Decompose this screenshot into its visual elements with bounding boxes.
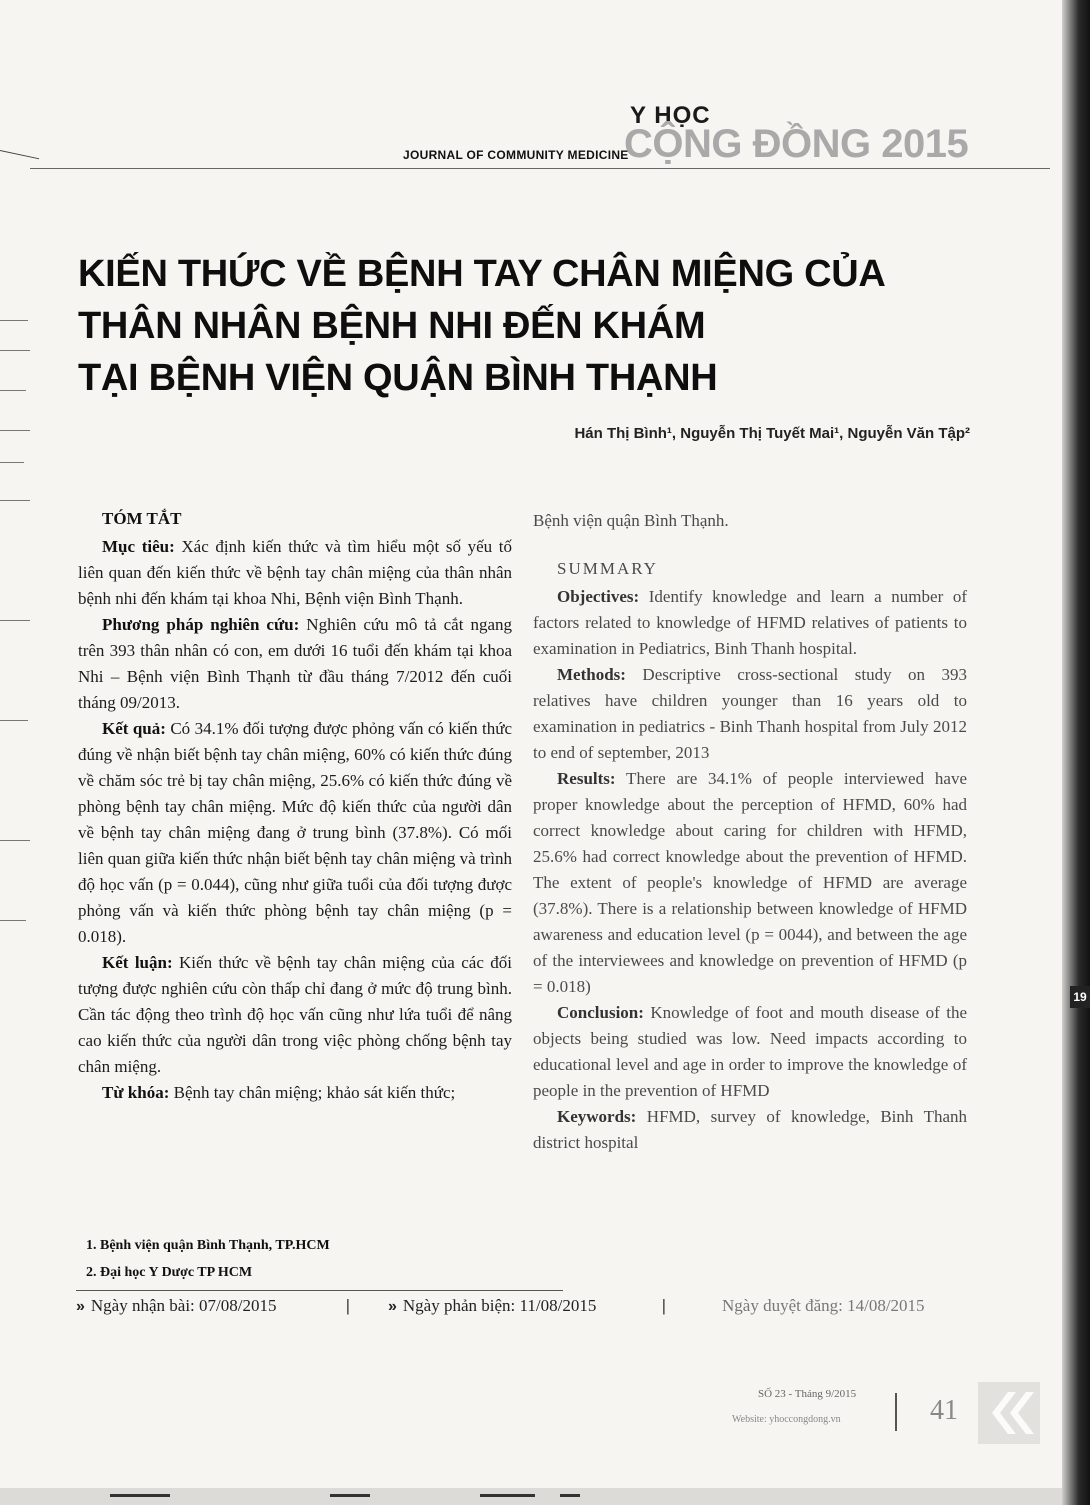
received-date: » Ngày nhận bài: 07/08/2015	[76, 1296, 277, 1315]
reviewed-date: » Ngày phản biện: 11/08/2015	[388, 1296, 597, 1315]
brand-top: Y HỌC	[630, 102, 711, 129]
keywords-text-en: HFMD, survey of knowledge, Binh Thanh district hospital	[533, 1107, 967, 1152]
journal-name: JOURNAL OF COMMUNITY MEDICINE	[403, 148, 629, 162]
keywords-label: Từ khóa:	[102, 1083, 170, 1102]
affiliation-item: 2. Đại học Y Dược TP HCM	[86, 1265, 253, 1280]
results-text: Có 34.1% đối tượng được phỏng vấn có kiến thức đúng về nhận biết bệnh tay chân miệng, 60% có kiến thức đúng về chăm sóc trẻ bị tay chân miệng, 25.6% có kiến thức đúng về phòng bệnh tay chân miệng. Mức độ kiến thức của người dân về bệnh tay chân miệng đang ở trung bình (37.8%). Có mối liên quan giữa kiến thức nhận biết bệnh tay chân miệng và trình độ học vấn (p = 0.044), cũng như giữa tuổi của đối tượng được phỏng vấn và kiến thức phòng bệnh tay chân miệng (p = 0.018).	[78, 719, 513, 946]
footnote-rule	[76, 1290, 563, 1291]
adjacent-page-edge	[0, 200, 40, 1350]
scan-bottom-edge	[0, 1488, 1062, 1505]
summary-heading: SUMMARY	[557, 559, 658, 578]
footer-divider	[895, 1393, 897, 1431]
header-rule	[30, 168, 1050, 169]
objectives-text-en: Identify knowledge and learn a number of factors related to knowledge of HFMD relatives of patients to examination in Pediatrics, Binh Thanh hospital.	[533, 587, 967, 658]
keywords-paragraph	[78, 1080, 512, 1106]
results-paragraph	[78, 716, 512, 950]
accepted-date: Ngày duyệt đăng: 14/08/2015	[722, 1296, 925, 1315]
header-decor-line	[0, 150, 39, 159]
section-tab: 19	[1070, 986, 1090, 1008]
methods-label-en: Methods:	[557, 665, 626, 684]
brand-year: 2015	[881, 122, 969, 166]
methods-text-en: Descriptive cross-sectional study on 393 relatives have children younger than 16 years old to examination in pediatrics - Binh Thanh hospital from July 2012 to end of september, 2013	[533, 665, 967, 762]
methods-label: Phương pháp nghiên cứu:	[102, 615, 300, 634]
keywords-text: Bệnh tay chân miệng; khảo sát kiến thức;	[169, 1083, 456, 1102]
objectives-paragraph-en	[533, 584, 967, 662]
conclusion-label-en: Conclusion:	[557, 1003, 644, 1022]
article-title	[78, 248, 978, 404]
abstract-heading: TÓM TẮT	[102, 509, 182, 528]
results-paragraph-en	[533, 766, 967, 1000]
double-chevron-icon: »	[388, 1298, 397, 1315]
methods-text: Nghiên cứu mô tả cắt ngang trên 393 thân nhân có con, em dưới 16 tuổi đến khám tại khoa Nhi – Bệnh viện Bình Thạnh từ đầu tháng 7/2012 đến cuối tháng 09/2013.	[78, 615, 512, 712]
binding-edge	[1062, 0, 1090, 1505]
keywords-label-en: Keywords:	[557, 1107, 637, 1126]
conclusion-text-en: Knowledge of foot and mouth disease of the objects being studied was low. Need impacts according to educational level and age in order to improve the knowledge of people in the prevention of HFMD	[533, 1003, 967, 1100]
journal-website: Website: yhoccongdong.vn	[732, 1414, 841, 1425]
title-line: TẠI BỆNH VIỆN QUẬN BÌNH THẠNH	[78, 357, 718, 399]
methods-paragraph-en	[533, 662, 967, 766]
conclusion-text: Kiến thức về bệnh tay chân miệng của các đối tượng được nghiên cứu còn thấp chỉ đang ở mức độ trung bình. Cần tác động theo trình độ học vấn cũng như lứa tuổi để nâng cao kiến thức của người dân trong việc phòng chống bệnh tay chân miệng.	[78, 953, 512, 1076]
results-label: Kết quả:	[102, 719, 166, 738]
conclusion-paragraph	[78, 950, 512, 1080]
affiliations	[86, 1232, 330, 1286]
title-line: KIẾN THỨC VỀ BỆNH TAY CHÂN MIỆNG CỦA	[78, 253, 886, 295]
separator: |	[346, 1296, 350, 1315]
objectives-label-en: Objectives:	[557, 587, 640, 606]
conclusion-paragraph-en	[533, 1000, 967, 1104]
double-chevron-icon: »	[76, 1298, 85, 1315]
brand-logo	[624, 122, 968, 167]
objective-text: Xác định kiến thức và tìm hiểu một số yếu tố liên quan đến kiến thức về bệnh tay chân miệng của thân nhân bệnh nhi đến khám tại khoa Nhi, Bệnh viện Bình Thạnh.	[78, 537, 513, 608]
chevron-left-icon	[978, 1382, 1040, 1444]
keywords-paragraph-en	[533, 1104, 967, 1156]
objective-paragraph	[78, 534, 512, 612]
abstract-vietnamese	[78, 506, 512, 1106]
separator: |	[662, 1296, 666, 1315]
objective-label: Mục tiêu:	[102, 537, 175, 556]
abstract-english	[533, 508, 967, 1156]
methods-paragraph	[78, 612, 512, 716]
page-number: 41	[930, 1395, 958, 1426]
title-line: THÂN NHÂN BỆNH NHI ĐẾN KHÁM	[78, 305, 706, 347]
keywords-continuation: Bệnh viện quận Bình Thạnh.	[533, 511, 729, 530]
brand-main: CỘNG ĐỒNG	[624, 122, 871, 166]
conclusion-label: Kết luận:	[102, 953, 173, 972]
results-label-en: Results:	[557, 769, 616, 788]
affiliation-item: 1. Bệnh viện quận Bình Thạnh, TP.HCM	[86, 1238, 330, 1253]
article-authors: Hán Thị Bình¹, Nguyễn Thị Tuyết Mai¹, Nguyễn Văn Tập²	[574, 425, 970, 442]
issue-info: SỐ 23 - Tháng 9/2015	[758, 1388, 857, 1400]
results-text-en: There are 34.1% of people interviewed have proper knowledge about the perception of HFMD, 60% had correct knowledge about caring for children with HFMD, 25.6% had correct knowledge about the prevention of HFMD. The extent of people's knowledge of HFMD are average (37.8%). There is a relationship between knowledge of HFMD awareness and education level (p = 0044), and between the age of the interviewees and knowledge on prevention of HFMD (p = 0.018)	[533, 769, 967, 996]
